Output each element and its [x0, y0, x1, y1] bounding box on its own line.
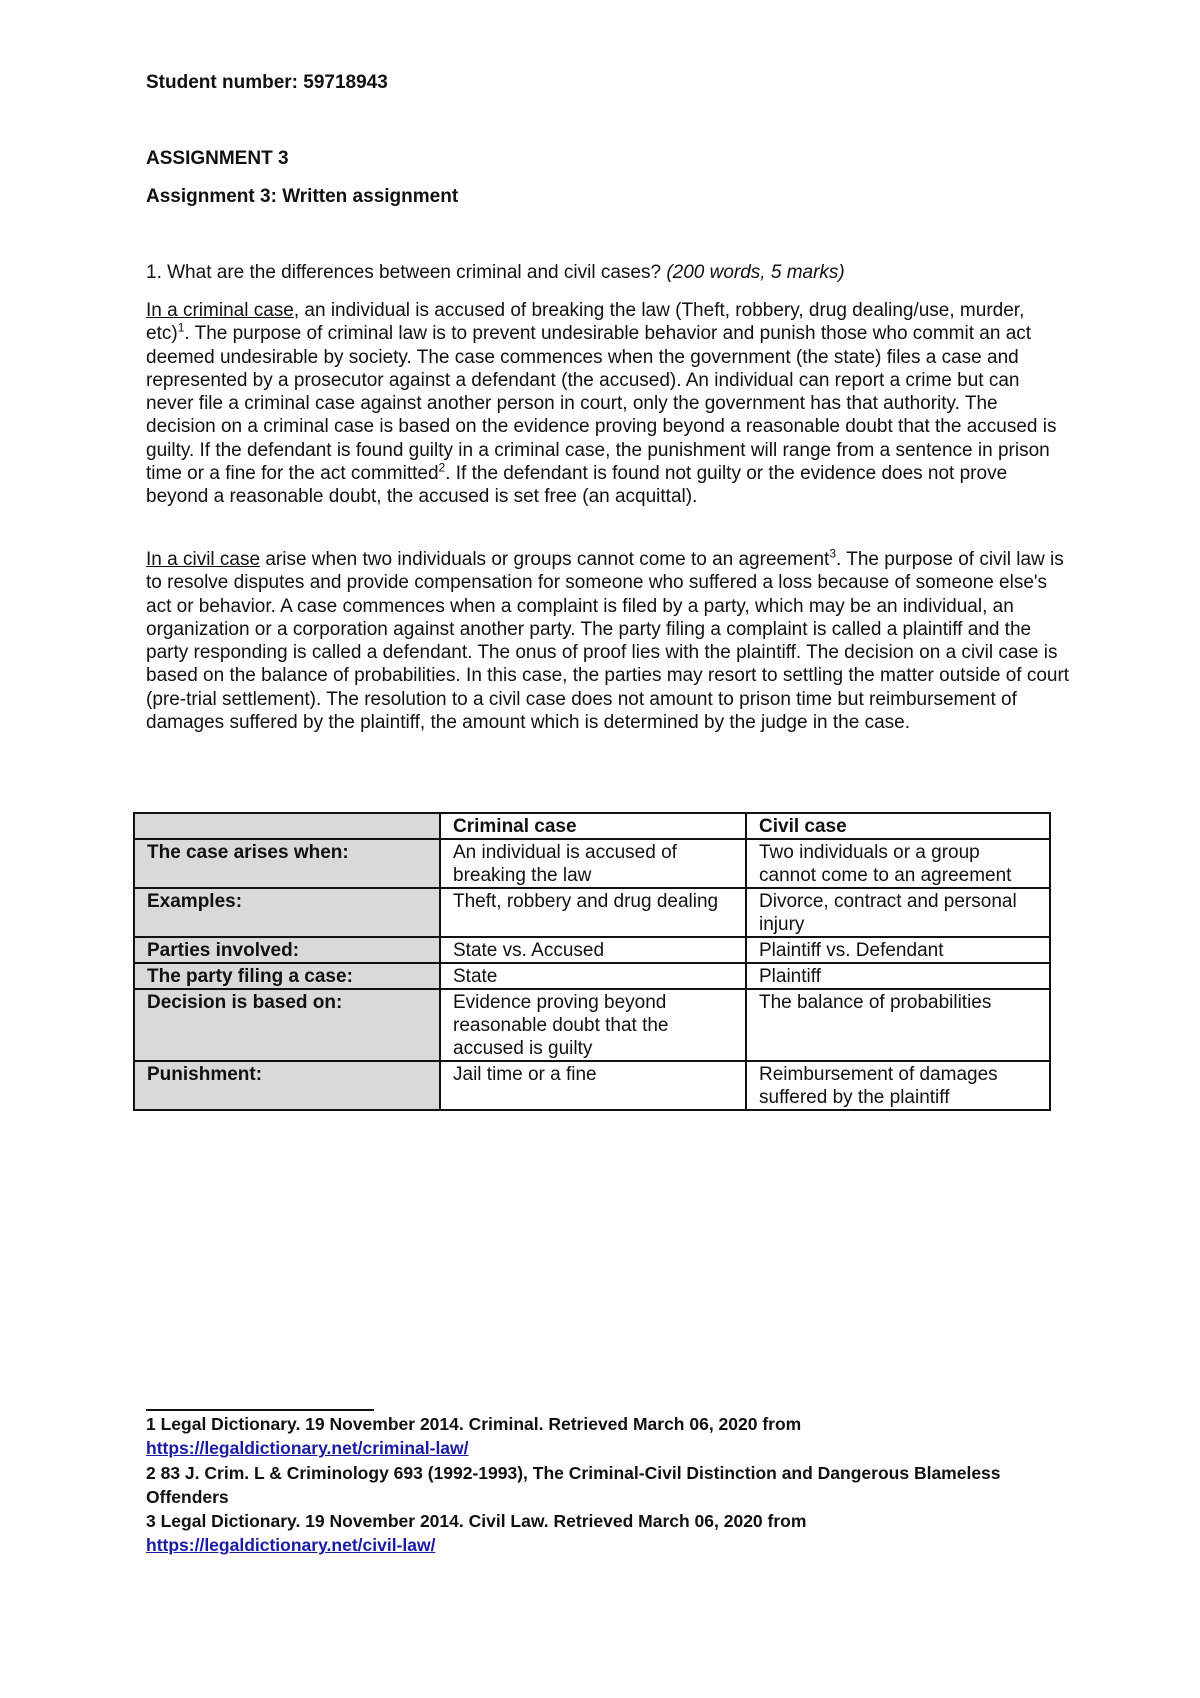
criminal-cell: State — [440, 963, 746, 989]
row-label: The case arises when: — [134, 839, 440, 888]
criminal-cell: Evidence proving beyond reasonable doubt that the accused is guilty — [440, 989, 746, 1061]
civil-cell: Reimbursement of damages suffered by the plaintiff — [746, 1061, 1050, 1110]
criminal-text-3: . If the defendant is found not guilty or the evidence does not prove beyond a reasonable doubt, the accused is set free (an acquittal). — [146, 463, 1008, 508]
criminal-cell: Jail time or a fine — [440, 1061, 746, 1110]
table-row — [134, 963, 1050, 989]
civil-cell: Divorce, contract and personal injury — [746, 888, 1050, 937]
question-body: 1. What are the differences between criminal and civil cases? — [146, 262, 662, 283]
footnote-ref-1[interactable]: 1 — [177, 320, 185, 335]
question-marks: (200 words, 5 marks) — [666, 262, 845, 283]
row-label: Decision is based on: — [134, 989, 440, 1061]
civil-cell: Plaintiff — [746, 963, 1050, 989]
footnote-2-text: 2 83 J. Crim. L & Criminology 693 (1992-1993), The Criminal-Civil Distinction and Dangerous Blameless Offenders — [146, 1462, 1001, 1507]
table-row — [134, 937, 1050, 963]
student-number-line — [146, 72, 388, 94]
table-row — [134, 888, 1050, 937]
footnote-separator — [146, 1409, 374, 1411]
footnote-3 — [146, 1509, 1046, 1558]
comparison-table — [133, 812, 1051, 1111]
table-corner-cell — [134, 813, 440, 839]
student-number-label: Student number: — [146, 72, 298, 93]
header-civil-case: Civil case — [746, 813, 1050, 839]
table-row — [134, 1061, 1050, 1110]
footnote-1 — [146, 1412, 1046, 1461]
student-number-value: 59718943 — [303, 72, 388, 93]
civil-case-lead: In a civil case — [146, 549, 261, 570]
footnote-1-text: 1 Legal Dictionary. 19 November 2014. Criminal. Retrieved March 06, 2020 from — [146, 1414, 802, 1434]
footnote-1-link[interactable]: https://legaldictionary.net/criminal-law/ — [146, 1438, 469, 1459]
criminal-case-paragraph — [146, 299, 1071, 509]
footnote-2 — [146, 1461, 1046, 1510]
criminal-text-1: , an individual is accused of breaking the law (Theft, robbery, drug dealing/use, murder, etc) — [146, 300, 1025, 345]
table-row — [134, 839, 1050, 888]
assignment-subheading: Assignment 3: Written assignment — [146, 186, 459, 207]
question-text — [146, 262, 1066, 284]
civil-cell: Two individuals or a group cannot come to an agreement — [746, 839, 1050, 888]
civil-case-paragraph — [146, 548, 1071, 734]
civil-cell: Plaintiff vs. Defendant — [746, 937, 1050, 963]
footnote-3-link[interactable]: https://legaldictionary.net/civil-law/ — [146, 1535, 436, 1556]
civil-text-1: arise when two individuals or groups cannot come to an agreement — [260, 549, 830, 570]
row-label: Parties involved: — [134, 937, 440, 963]
footnotes — [146, 1412, 1046, 1558]
criminal-case-lead: In a criminal case — [146, 300, 294, 321]
footnote-3-text: 3 Legal Dictionary. 19 November 2014. Civil Law. Retrieved March 06, 2020 from — [146, 1511, 807, 1532]
row-label: The party filing a case: — [134, 963, 440, 989]
civil-cell: The balance of probabilities — [746, 989, 1050, 1061]
criminal-cell: Theft, robbery and drug dealing — [440, 888, 746, 937]
criminal-cell: State vs. Accused — [440, 937, 746, 963]
assignment-heading: ASSIGNMENT 3 — [146, 148, 289, 169]
footnote-ref-3[interactable]: 3 — [829, 546, 837, 561]
footnote-ref-2[interactable]: 2 — [438, 460, 446, 475]
header-criminal-case: Criminal case — [440, 813, 746, 839]
table-row — [134, 989, 1050, 1061]
civil-text-2: . The purpose of civil law is to resolve disputes and provide compensation for someone who suffered a loss because of someone else's act or behavior. A case commences when a complaint is filed by a party, which may be an individual, an organization or a corporation against another party. The party filing a complaint is called a plaintiff and the party responding is called a defendant. The onus of proof lies with the plaintiff. The decision on a civil case is based on the balance of probabilities. In this case, the parties may resort to settling the matter outside of court (pre-trial settlement). The resolution to a civil case does not amount to prison time but reimbursement of damages suffered by the plaintiff, the amount which is determined by the judge in the case. — [146, 549, 1070, 734]
row-label: Examples: — [134, 888, 440, 937]
criminal-text-2: . The purpose of criminal law is to prevent undesirable behavior and punish those who commit an act deemed undesirable by society. The case commences when the government (the state) files a case and represented by a prosecutor against a defendant (the accused). An individual can report a crime but can never file a criminal case against another person in court, only the government has that authority. The decision on a criminal case is based on the evidence proving beyond a reasonable doubt that the accused is guilty. If the defendant is found guilty in a criminal case, the punishment will range from a sentence in prison time or a fine for the act committed — [146, 323, 1057, 485]
row-label: Punishment: — [134, 1061, 440, 1110]
table-header-row — [134, 813, 1050, 839]
criminal-cell: An individual is accused of breaking the law — [440, 839, 746, 888]
